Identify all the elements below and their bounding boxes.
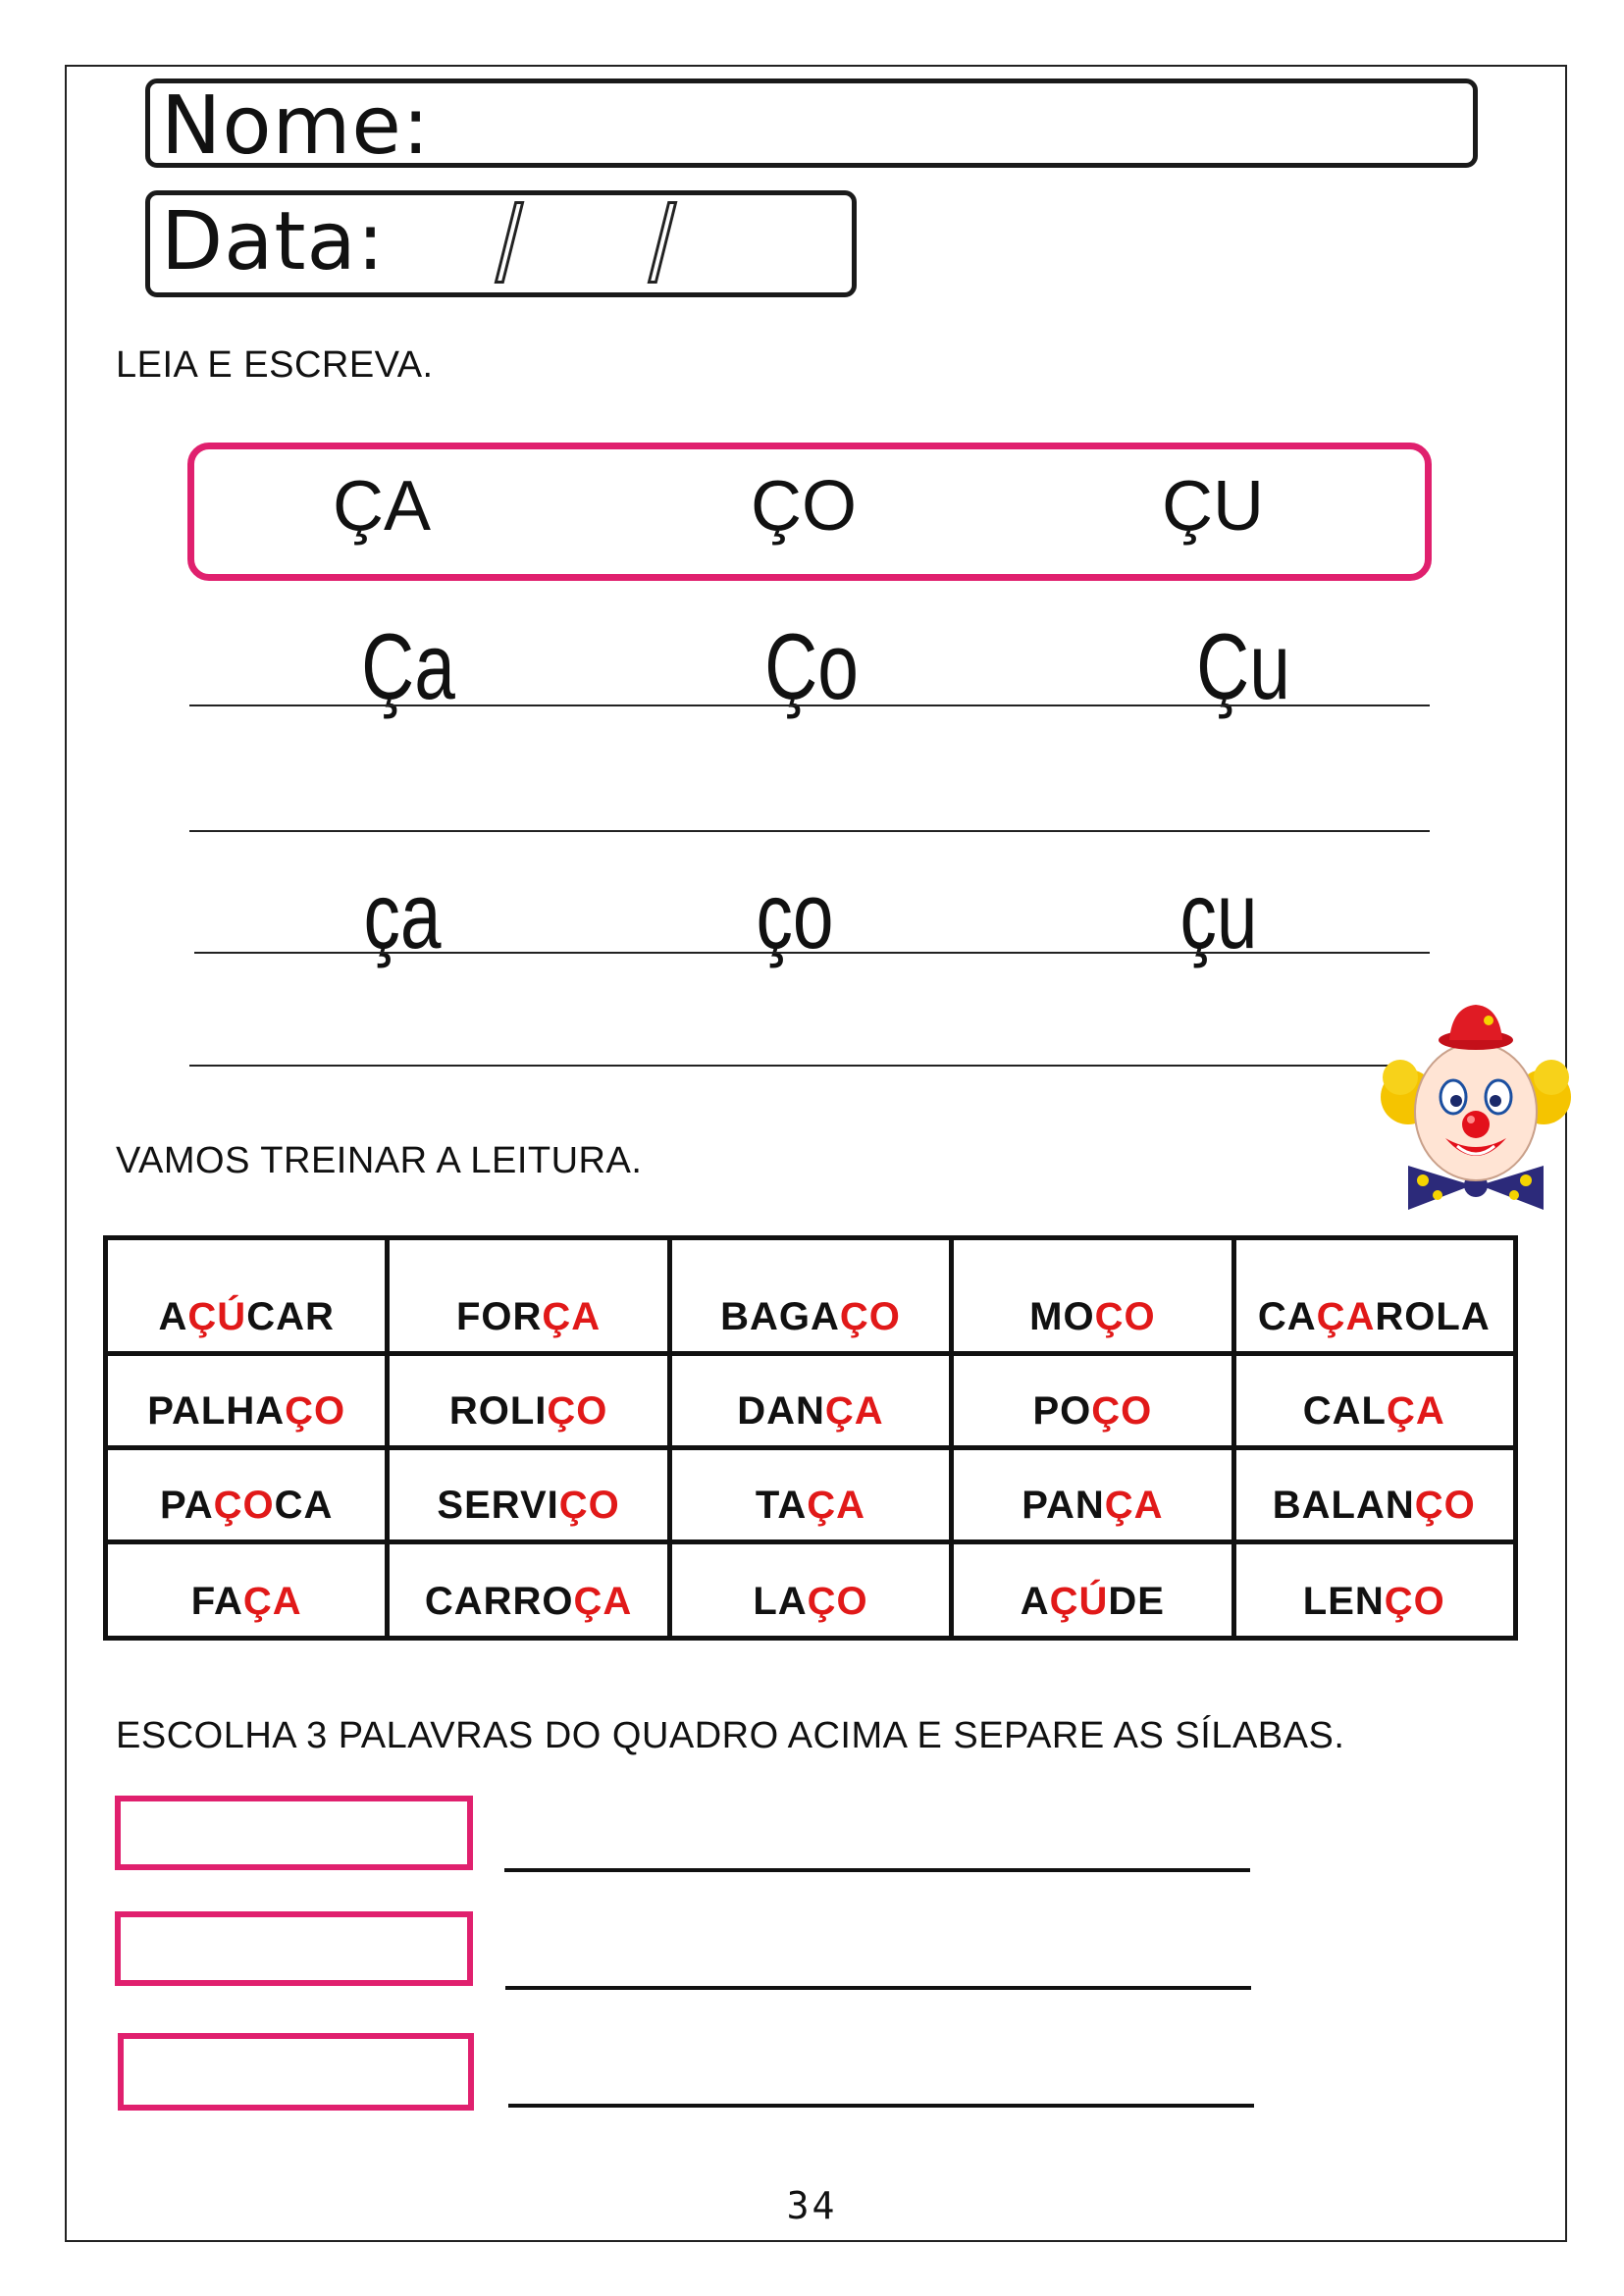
word-cell — [669, 1354, 951, 1448]
word-part: BAGA — [720, 1295, 840, 1338]
word-cell — [669, 1448, 951, 1542]
name-label: Nome: — [161, 79, 431, 173]
word-part: DAN — [737, 1389, 825, 1433]
word-answer-box-2[interactable] — [115, 1911, 473, 1986]
word-part: ROLI — [448, 1389, 548, 1433]
word-part: CAL — [1302, 1389, 1387, 1433]
writing-line-3 — [194, 952, 1430, 954]
syllable-upper-3: ÇU — [1162, 467, 1264, 546]
syllable-title-2: Ço — [764, 614, 859, 719]
word-part: PO — [1032, 1389, 1092, 1433]
word-part: PAN — [1022, 1484, 1105, 1527]
word-part: A — [158, 1295, 188, 1338]
syllable-lower-3: çu — [1179, 863, 1258, 968]
word-answer-box-3[interactable] — [118, 2033, 474, 2111]
clown-illustration-icon — [1379, 999, 1573, 1213]
word-highlight: ÇÚ — [1049, 1580, 1109, 1623]
writing-line-4[interactable] — [189, 1065, 1396, 1067]
table-row — [106, 1238, 1516, 1354]
syllable-lower-2: ço — [756, 863, 834, 968]
table-row — [106, 1354, 1516, 1448]
word-cell — [952, 1354, 1233, 1448]
word-part: LEN — [1302, 1580, 1385, 1623]
word-part: CARRO — [424, 1580, 574, 1623]
word-highlight: ÇA — [807, 1484, 866, 1527]
word-part: SERVI — [437, 1484, 559, 1527]
word-cell — [388, 1238, 669, 1354]
word-highlight: ÇO — [1384, 1580, 1445, 1623]
word-part: CAR — [246, 1295, 335, 1338]
syllable-answer-line-1[interactable] — [504, 1868, 1250, 1872]
word-highlight: ÇA — [1104, 1484, 1164, 1527]
word-part: CA — [274, 1484, 334, 1527]
word-cell — [106, 1448, 388, 1542]
word-cell — [388, 1542, 669, 1639]
word-highlight: ÇA — [542, 1295, 602, 1338]
word-highlight: ÇA — [573, 1580, 633, 1623]
syllable-answer-line-2[interactable] — [505, 1986, 1251, 1990]
word-part: PALHA — [147, 1389, 286, 1433]
writing-line-2[interactable] — [189, 830, 1430, 832]
word-part: PA — [160, 1484, 214, 1527]
word-cell — [669, 1542, 951, 1639]
word-part: FA — [190, 1580, 243, 1623]
word-highlight: ÇO — [1414, 1484, 1476, 1527]
word-highlight: ÇO — [558, 1484, 620, 1527]
word-highlight: ÇO — [1094, 1295, 1156, 1338]
word-part: BALAN — [1272, 1484, 1415, 1527]
word-part: A — [1020, 1580, 1050, 1623]
word-cell — [1233, 1542, 1515, 1639]
word-highlight: ÇO — [1091, 1389, 1153, 1433]
table-row — [106, 1448, 1516, 1542]
syllable-lower-1: ça — [363, 863, 442, 968]
word-cell — [1233, 1354, 1515, 1448]
word-cell — [669, 1238, 951, 1354]
syllable-title-3: Çu — [1196, 614, 1290, 719]
word-part: CA — [1257, 1295, 1317, 1338]
word-highlight: ÇO — [839, 1295, 901, 1338]
word-highlight: ÇO — [213, 1484, 275, 1527]
word-highlight: ÇO — [547, 1389, 608, 1433]
word-highlight: ÇO — [285, 1389, 346, 1433]
word-cell — [106, 1542, 388, 1639]
word-highlight: ÇA — [1387, 1389, 1445, 1433]
syllable-title-1: Ça — [361, 614, 455, 719]
syllable-answer-line-3[interactable] — [508, 2104, 1254, 2108]
word-part: DE — [1108, 1580, 1165, 1623]
word-cell — [1233, 1448, 1515, 1542]
word-part: LA — [753, 1580, 808, 1623]
page-number: 34 — [786, 2184, 838, 2227]
word-part: FOR — [455, 1295, 543, 1338]
word-highlight: ÇA — [824, 1389, 884, 1433]
date-label: Data: — [161, 195, 386, 288]
word-answer-box-1[interactable] — [115, 1796, 473, 1870]
writing-line-1 — [189, 704, 1430, 706]
word-highlight: ÇA — [242, 1580, 302, 1623]
syllable-upper-2: ÇO — [751, 467, 857, 546]
word-highlight: ÇO — [807, 1580, 868, 1623]
syllable-upper-1: ÇA — [332, 467, 432, 546]
word-cell — [952, 1448, 1233, 1542]
instruction-separate-syllables: ESCOLHA 3 PALAVRAS DO QUADRO ACIMA E SEPARE AS SÍLABAS. — [116, 1715, 1345, 1756]
instruction-read-write: LEIA E ESCREVA. — [116, 344, 434, 386]
instruction-reading-practice: VAMOS TREINAR A LEITURA. — [116, 1140, 643, 1181]
word-cell — [388, 1354, 669, 1448]
word-cell — [952, 1542, 1233, 1639]
word-part: MO — [1029, 1295, 1095, 1338]
word-part: ROLA — [1375, 1295, 1491, 1338]
word-cell — [952, 1238, 1233, 1354]
word-highlight: ÇA — [1316, 1295, 1376, 1338]
word-table — [103, 1235, 1518, 1641]
word-part: TA — [755, 1484, 808, 1527]
word-cell — [106, 1238, 388, 1354]
word-cell — [388, 1448, 669, 1542]
word-highlight: ÇÚ — [187, 1295, 247, 1338]
word-cell — [106, 1354, 388, 1448]
word-cell — [1233, 1238, 1515, 1354]
table-row — [106, 1542, 1516, 1639]
